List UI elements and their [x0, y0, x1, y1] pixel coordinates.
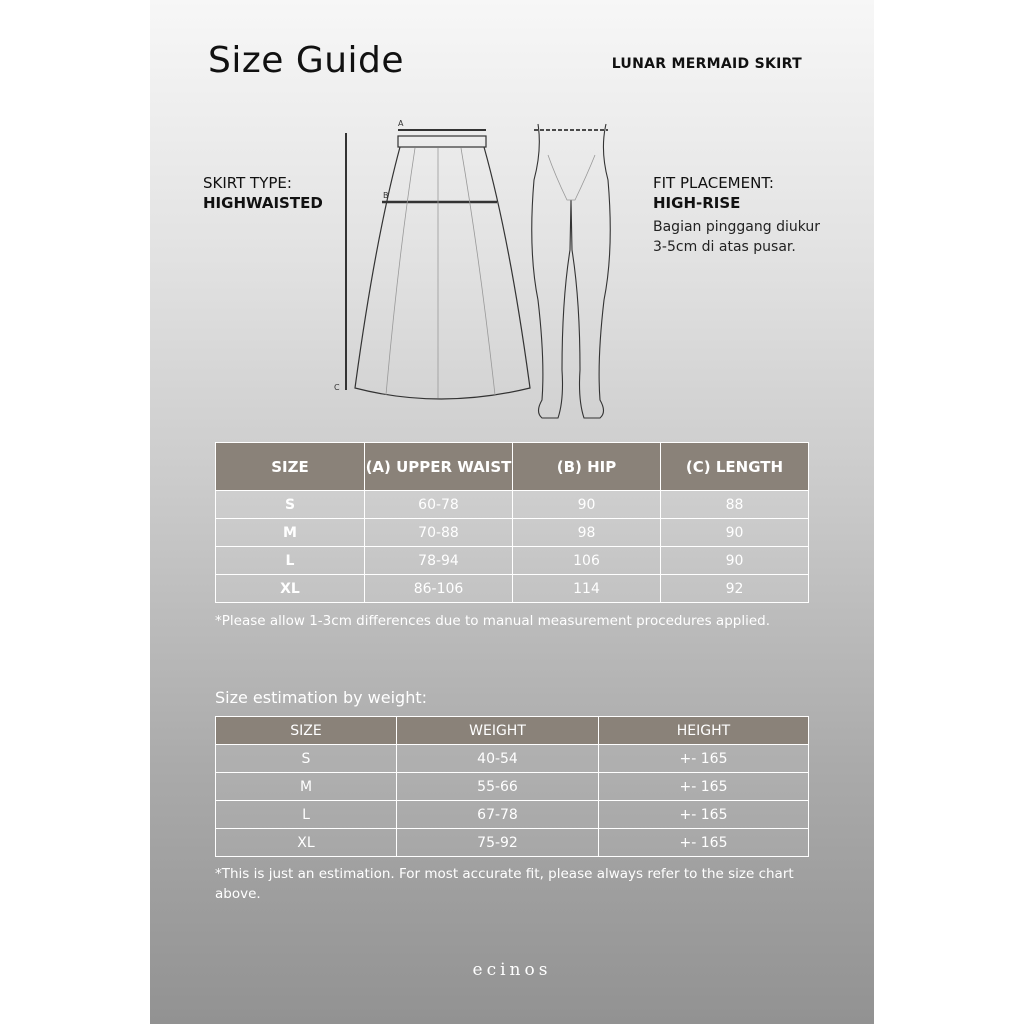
header-size: SIZE: [216, 443, 365, 491]
fit-placement-label: FIT PLACEMENT:: [653, 174, 774, 192]
weight-table-title: Size estimation by weight:: [215, 688, 427, 707]
cell: M: [216, 519, 365, 547]
cell: XL: [216, 575, 365, 603]
cell: XL: [216, 829, 397, 857]
cell: S: [216, 491, 365, 519]
size-table-note: *Please allow 1-3cm differences due to manual measurement procedures applied.: [215, 613, 771, 629]
fit-placement: [653, 173, 820, 257]
header-height: HEIGHT: [599, 717, 809, 745]
cell: 86-106: [365, 575, 513, 603]
cell: L: [216, 801, 397, 829]
cell: +- 165: [599, 745, 809, 773]
cell: 67-78: [397, 801, 599, 829]
skirt-type-value: HIGHWAISTED: [203, 194, 323, 212]
cell: 70-88: [365, 519, 513, 547]
table-row: [216, 491, 809, 519]
cell: +- 165: [599, 801, 809, 829]
cell: 90: [661, 519, 809, 547]
fit-description: [653, 217, 820, 257]
cell: 114: [513, 575, 661, 603]
cell: 75-92: [397, 829, 599, 857]
mark-c: C: [334, 383, 340, 392]
cell: 98: [513, 519, 661, 547]
header-size: SIZE: [216, 717, 397, 745]
cell: 90: [513, 491, 661, 519]
product-name: LUNAR MERMAID SKIRT: [611, 56, 802, 72]
mark-b: B: [383, 191, 389, 200]
cell: M: [216, 773, 397, 801]
skirt-type-label: SKIRT TYPE:: [203, 174, 292, 192]
cell: 40-54: [397, 745, 599, 773]
cell: L: [216, 547, 365, 575]
table-row: [216, 801, 809, 829]
cell: S: [216, 745, 397, 773]
weight-table-note: *This is just an estimation. For most accurate fit, please always refer to the size chart above.: [215, 866, 794, 902]
cell: 55-66: [397, 773, 599, 801]
cell: 90: [661, 547, 809, 575]
fit-description-line: Bagian pinggang diukur: [653, 219, 821, 235]
cell: 88: [661, 491, 809, 519]
header-hip: (B) HIP: [513, 443, 661, 491]
cell: +- 165: [599, 773, 809, 801]
page-title: Size Guide: [208, 40, 405, 81]
cell: +- 165: [599, 829, 809, 857]
cell: 78-94: [365, 547, 513, 575]
cell: 92: [661, 575, 809, 603]
table-row: [216, 745, 809, 773]
table-row: [216, 829, 809, 857]
size-guide-page: [150, 0, 874, 1024]
header-length: (C) LENGTH: [661, 443, 809, 491]
table-row: [216, 519, 809, 547]
fit-placement-value: HIGH-RISE: [653, 194, 741, 212]
size-table: [215, 442, 809, 603]
table-row: [216, 547, 809, 575]
cell: 106: [513, 547, 661, 575]
header-upper-waist: (A) UPPER WAIST: [365, 443, 513, 491]
mark-a: A: [398, 119, 404, 128]
table-row: [216, 575, 809, 603]
brand-logo: ecinos: [472, 960, 552, 980]
skirt-drawing: [346, 130, 530, 399]
body-figure-drawing: [532, 124, 611, 418]
measurement-illustration: [150, 100, 874, 430]
fit-description-line: 3-5cm di atas pusar.: [653, 239, 796, 255]
cell: 60-78: [365, 491, 513, 519]
table-header-row: [216, 717, 809, 745]
table-row: [216, 773, 809, 801]
header-weight: WEIGHT: [397, 717, 599, 745]
table-header-row: [216, 443, 809, 491]
weight-table: [215, 716, 809, 857]
